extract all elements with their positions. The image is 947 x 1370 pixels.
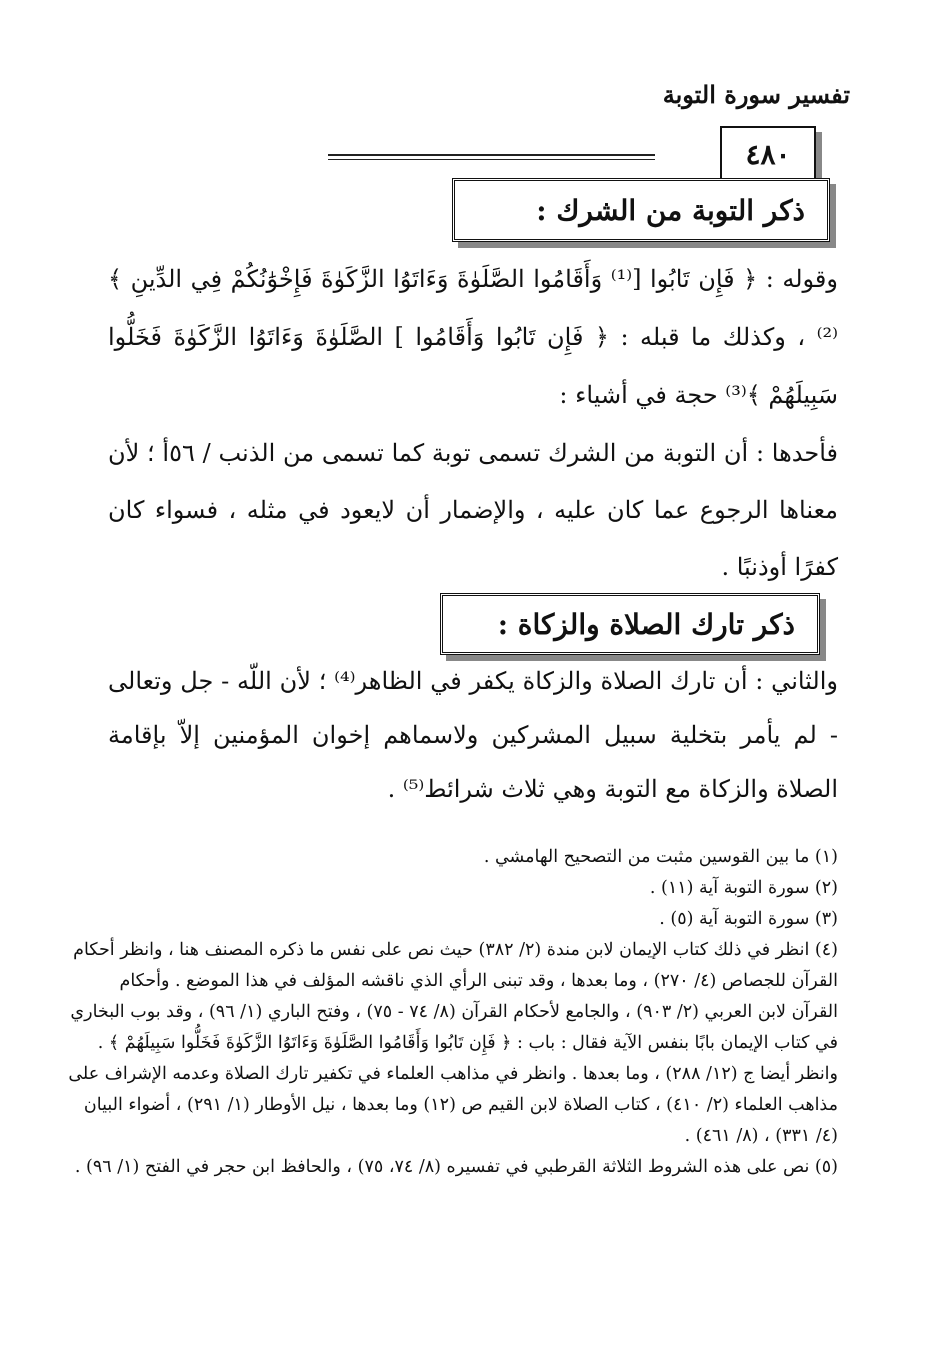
paragraph-second-point: والثاني : أن تارك الصلاة والزكاة يكفر في الظاهر⁽⁴⁾ ؛ لأن اللّه - جل وتعالى - لم يأمر بتخلية سبيل المشركين ولاسماهم إخوان المؤمنين إلاّ بإقامة الصلاة والزكاة مع التوبة وهي ثلاث شرائط⁽⁵⁾ . [108,667,838,803]
footnote-5: (٥) نص على هذه الشروط الثلاثة القرطبي في تفسيره (٨/ ٧٤، ٧٥) ، والحافظ ابن حجر في الفتح (١/ ٩٦) . [74,1157,838,1177]
footnote-1: (١) ما بين القوسين مثبت من التصحيح الهامشي . [483,847,838,867]
section-title-repentance: ذكر التوبة من الشرك : [452,178,830,242]
header-rule [328,154,655,160]
paragraph-first-point: فأحدها : أن التوبة من الشرك تسمى توبة كما تسمى من الذنب / ٥٦أ ؛ لأن معناها الرجوع عما كان عليه ، والإضمار أن لايعود في مثله ، فسواء كان كفرًا أوذنبًا . [108,439,838,581]
footnote-2: (٢) سورة التوبة آية (١١) . [649,878,838,898]
paragraph-verse-intro: وقوله : ﴿ فَإِن تَابُوا [⁽¹⁾ وَأَقَامُوا الصَّلَوٰةَ وَءَاتَوُا الزَّكَوٰةَ فَإِخْوَٰنُكُمْ فِي الدِّينِ ﴾⁽²⁾ ، وكذلك ما قبله : ﴿ فَإِن تَابُوا وَأَقَامُوا ] الصَّلَوٰةَ وَءَاتَوُا الزَّكَوٰةَ فَخَلُّوا سَبِيلَهُمْ ﴾⁽³⁾ حجة في أشياء : [108,265,838,409]
footnote-3: (٣) سورة التوبة آية (٥) . [659,909,838,929]
page-header [70,60,850,171]
running-title: تفسير سورة التوبة [662,80,850,109]
section-title-abandoning-prayer: ذكر تارك الصلاة والزكاة : [440,593,820,655]
footnotes [68,842,838,1183]
footnote-4: (٤) انظر في ذلك كتاب الإيمان لابن مندة (٢/ ٣٨٢) حيث نص على نفس ما ذكره المصنف هنا ، وانظر أحكام القرآن للجصاص (٤/ ٢٧٠) ، وما بعدها ، وقد تبنى الرأي الذي ناقشه المؤلف في هذا الموضع . وأحكام القرآن لابن العربي (٢/ ٩٠٣) ، والجامع لأحكام القرآن (٨/ ٧٤ - ٧٥) ، وفتح الباري (١/ ٩٦) ، وقد بوب البخاري في كتاب الإيمان بابًا بنفس الآية فقال : باب : ﴿ فَإِن تَابُوا وَأَقَامُوا الصَّلَوٰةَ وَءَاتَوُا الزَّكَوٰةَ فَخَلُّوا سَبِيلَهُمْ ﴾ . وانظر أيضا ج (١٢/ ٢٨٨) ، وما بعدها . وانظر في مذاهب العلماء في تكفير تارك الصلاة وعدمه الإشراف على مذاهب العلماء (٢/ ٤١٠) ، كتاب الصلاة لابن القيم ص (١٢) وما بعدها ، نيل الأوطار (١/ ٢٩١) ، أضواء البيان (٤/ ٣٣١) ، (٨/ ٤٦١) . [68,940,838,1146]
page-number: ٤٨٠ [720,126,816,182]
